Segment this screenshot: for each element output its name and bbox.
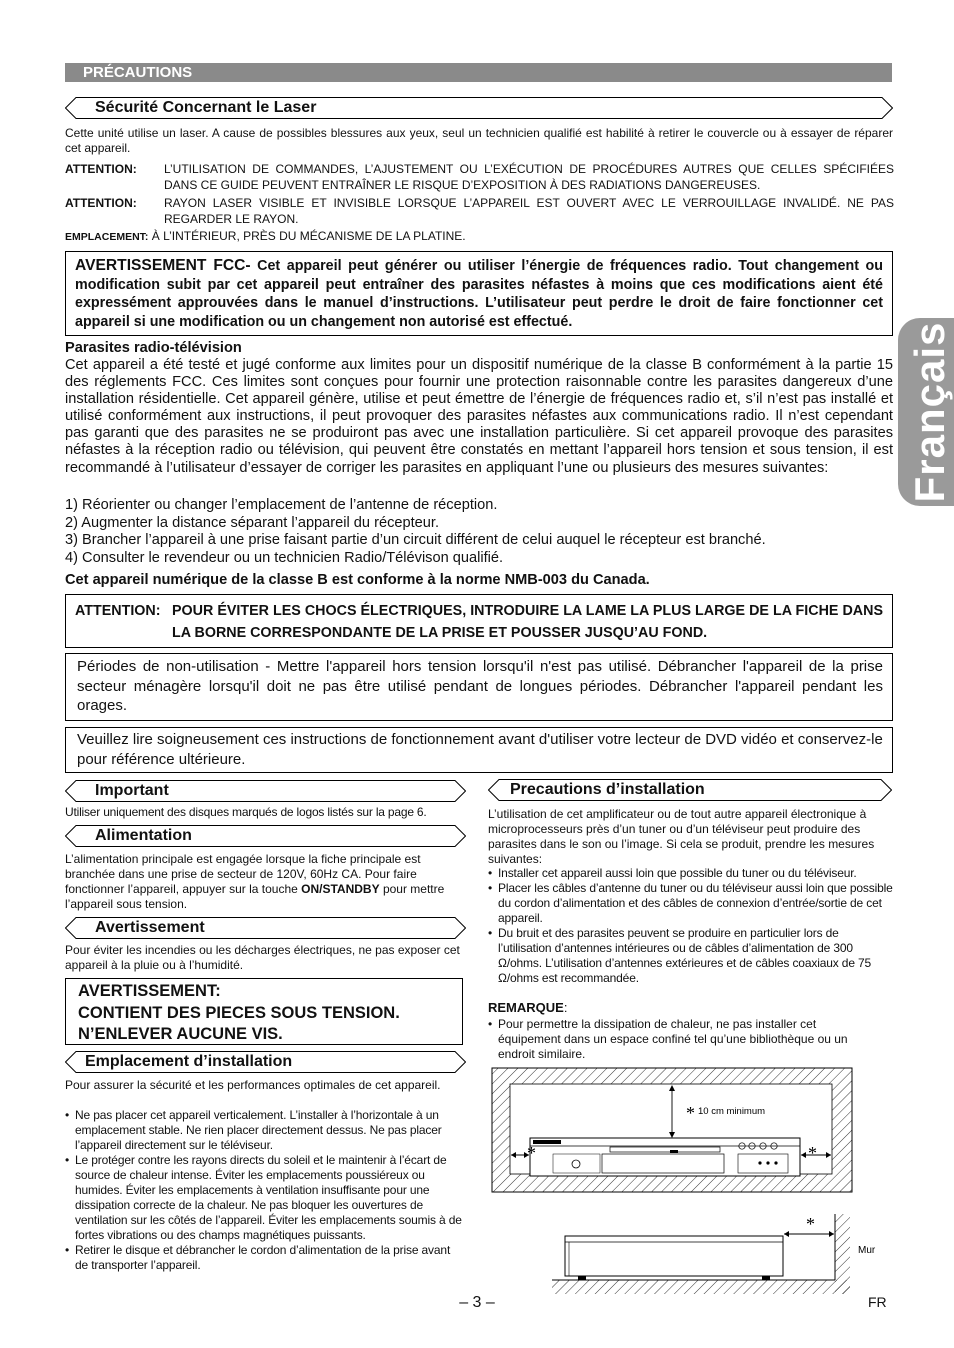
emplacement-intro: Pour assurer la sécurité et les performances optimales de cet appareil. — [65, 1078, 441, 1092]
important-heading — [65, 780, 466, 802]
clearance-star-right: * — [808, 1143, 817, 1163]
list-item: • Ne pas placer cet appareil verticalement. L’installer à l’horizontale à un emplacement stable. Ne rien placer directement dessus. Ne pas placer l’appareil directement sur le téléviseur. — [65, 1108, 465, 1153]
avertissement-heading-text: Avertissement — [95, 919, 205, 936]
shock-warning-line: N’ENLEVER AUCUNE VIS. — [78, 1025, 283, 1043]
alimentation-heading-text: Alimentation — [95, 827, 192, 844]
wall-label: Mur — [858, 1245, 876, 1256]
radio-steps — [65, 497, 893, 567]
shock-warning-box — [65, 978, 463, 1045]
important-heading-text: Important — [95, 782, 169, 799]
alimentation-body: L’alimentation principale est engagée lorsque la fiche principale est branchée dans une prise de secteur de 120V, 60Hz CA. Pour faire fonctionner l’appareil, appuyer sur la touche — [65, 852, 421, 896]
laser-attention-1 — [65, 161, 893, 193]
shock-warning-line: CONTIENT DES PIECES SOUS TENSION. — [78, 1003, 400, 1022]
laser-location — [65, 229, 466, 245]
radio-step: 4) Consulter le revendeur ou un technicien Radio/Télévison qualifié. — [65, 549, 504, 566]
attention-label: ATTENTION: — [65, 162, 137, 176]
emplacement-heading — [65, 1051, 466, 1073]
emplacement-list — [65, 1108, 465, 1273]
list-item: • Le protéger contre les rayons directs du soleil et le maintenir à l’écart de source de chaleur intense. Éviter les emplacements poussiéreux ou humides. Éviter les emplacements à ventilation insuffisante pour une dissipation correcte de la chaleur. Ne pas bloquer les ouvertures de ventilation sur les côtés de l’appareil. Éviter les emplacements soumis à de fortes vibrations ou des champs magnétiques puissants. — [65, 1153, 465, 1243]
language-code: FR — [868, 1294, 887, 1310]
location-label: EMPLACEMENT: — [65, 231, 149, 243]
fcc-text: Cet appareil peut générer ou utiliser l’énergie de fréquences radio. Tout changement ou modification subit par cet appareil peut entraîner des parasites néfastes à moins que ces modifications aient été expressément approuvées dans le manuel d’instructions. L’utilisateur peut perdre le droit de faire fonctionner cet appareil si une modification ou un changement non autorisé est effectué. — [75, 258, 883, 330]
list-item: • Placer les câbles d’antenne du tuner ou du téléviseur aussi loin que possible du cordon d’alimentation et des câbles de connexion d’entrée/sortie de cet appareil. — [488, 881, 893, 926]
avertissement-text: Pour éviter les incendies ou les décharges électriques, ne pas exposer cet appareil à la pluie ou à l’humidité. — [65, 943, 460, 972]
clearance-star-left: * — [527, 1143, 536, 1163]
remark-list — [488, 1017, 878, 1062]
language-tab-label: Français — [906, 321, 953, 503]
language-tab — [898, 318, 954, 506]
radio-step: 1) Réorienter ou changer l’emplacement de l’antenne de réception. — [65, 497, 498, 513]
precautions-install-list — [488, 866, 893, 986]
shock-warning-line: AVERTISSEMENT: — [78, 982, 221, 1000]
attention-label: ATTENTION: — [65, 196, 137, 210]
read-instructions-box — [65, 727, 893, 773]
avertissement-heading — [65, 917, 466, 939]
precautions-install-heading — [488, 779, 892, 801]
plug-warning-text: POUR ÉVITER LES CHOCS ÉLECTRIQUES, INTRODUIRE LA LAME LA PLUS LARGE DE LA FICHE DANS LA BORNE CORRESPONDANTE DE LA PRISE ET POUSSER JUSQU’AU FOND. — [172, 603, 883, 641]
clearance-label: 10 cm minimum — [698, 1106, 766, 1117]
important-text: Utiliser uniquement des disques marqués de logos listés sur la page 6. — [65, 805, 427, 819]
laser-heading-text: Sécurité Concernant le Laser — [95, 99, 317, 116]
laser-attention-2 — [65, 195, 893, 227]
plug-warning-box — [65, 594, 893, 648]
list-item: • Du bruit et des parasites peuvent se produire en particulier lors de l’utilisation d’antennes intérieures ou de câbles d’alimentation de 300 Ω/ohms. L’utilisation d’antennes extérieures et de câbles coaxiaux de 75 Ω/ohms est recommandée. — [488, 926, 893, 986]
radio-heading: Parasites radio-télévision — [65, 340, 242, 356]
radio-text: Cet appareil a été testé et jugé conforme aux limites pour un dispositif numérique de la classe B conformément à la partie 15 des réglements FCC. Ces limites sont conçues pour fournir une protection raisonnable contre les parasites dangereux d’une installation résidentielle. Cet appareil génère, utilise et peut émettre de l’énergie de fréquences radio et, s’il n’est pas installé et utilisé conformément aux instructions, il peut provoquer des parasites néfastes aux communications radio. Il n’est cependant pas garanti que des parasites ne se produiront pas avec une installation particulière. Si cet appareil provoque des parasites néfastes à la réception radio ou télévision, qui peuvent être constatés en mettant l’appareil hors tension et sous tension, il est recommandé à l’utilisateur d’essayer de corriger les parasites en appliquant l’une ou plusieurs des mesures suivantes: — [65, 357, 893, 476]
clearance-diagram-side — [550, 1210, 890, 1296]
radio-step: 3) Brancher l’appareil à une prise faisant partie d’un circuit différent de celui auquel le récepteur est branché. — [65, 532, 766, 549]
location-text: À L’INTÉRIEUR, PRÈS DU MÉCANISME DE LA PLATINE. — [151, 229, 466, 243]
list-item: • Installer cet appareil aussi loin que possible du tuner ou du téléviseur. — [488, 866, 893, 881]
list-item: • Pour permettre la dissipation de chaleur, ne pas installer cet équipement dans un espace confiné tel qu’une bibliothèque ou un endroit similaire. — [488, 1017, 878, 1062]
radio-step: 2) Augmenter la distance séparant l’appareil du récepteur. — [65, 514, 439, 531]
precautions-install-heading-text: Precautions d’installation — [510, 781, 705, 798]
laser-intro: Cette unité utilise un laser. A cause de possibles blessures aux yeux, seul un technicien qualifié est habilité à retirer le couvercle ou à essayer de réparer cet appareil. — [65, 126, 893, 155]
on-standby-label: ON/STANDBY — [301, 882, 380, 896]
fcc-label: AVERTISSEMENT FCC- — [75, 257, 251, 274]
non-use-box — [65, 653, 893, 721]
clearance-diagram-top — [490, 1066, 855, 1196]
clearance-star: * — [686, 1103, 695, 1123]
alimentation-text — [65, 852, 465, 912]
remark: REMARQUE: — [488, 1000, 568, 1015]
emplacement-heading-text: Emplacement d’installation — [85, 1053, 293, 1070]
non-use-text: Périodes de non-utilisation - Mettre l'appareil hors tension lorsqu'il n'est pas utilisé. Débrancher l'appareil de la prise secteur ménagère lorsqu'il doit ne pas être utilisé pendant de longues périodes. Débrancher l'appareil pendant les orages. — [77, 658, 883, 715]
alimentation-end: pour mettre l’appareil sous tension. — [65, 882, 445, 911]
precautions-install-intro: L’utilisation de cet amplificateur ou de tout autre appareil électronique à microprocesseurs près d’un tuner ou d’un téléviseur peut produire des parasites dans le son ou l’image. Si cela se produit, prendre les mesures suivantes: — [488, 807, 875, 866]
fcc-warning-box — [65, 251, 893, 336]
canada-compliance: Cet appareil numérique de la classe B est conforme à la norme NMB-003 du Canada. — [65, 572, 650, 588]
alimentation-heading — [65, 825, 466, 847]
read-instructions-text: Veuillez lire soigneusement ces instructions de fonctionnement avant d'utiliser votre lecteur de DVD vidéo et conservez-le pour référence ultérieure. — [77, 731, 883, 768]
page-number: – 3 – — [459, 1294, 495, 1311]
section-title: PRÉCAUTIONS — [83, 64, 193, 81]
remark-label: REMARQUE — [488, 1000, 564, 1015]
attention-text: L’UTILISATION DE COMMANDES, L’AJUSTEMENT OU L’EXÉCUTION DE PROCÉDURES AUTRES QUE CELLES SPÉCIFIÉES DANS CE GUIDE PEUVENT ENTRAÎNER LE RISQUE D’EXPOSITION À DES RADIATIONS DANGEREUSES. — [164, 162, 894, 192]
plug-warning-label: ATTENTION: — [75, 603, 161, 619]
laser-heading — [65, 97, 893, 119]
clearance-star-side: * — [806, 1214, 815, 1234]
attention-text: RAYON LASER VISIBLE ET INVISIBLE LORSQUE L’APPAREIL EST OUVERT AVEC LE VERROUILLAGE INVALIDÉ. NE PAS REGARDER LE RAYON. — [164, 196, 894, 226]
list-item: • Retirer le disque et débrancher le cordon d’alimentation de la prise avant de transporter l’appareil. — [65, 1243, 465, 1273]
section-title-bar — [65, 63, 892, 82]
